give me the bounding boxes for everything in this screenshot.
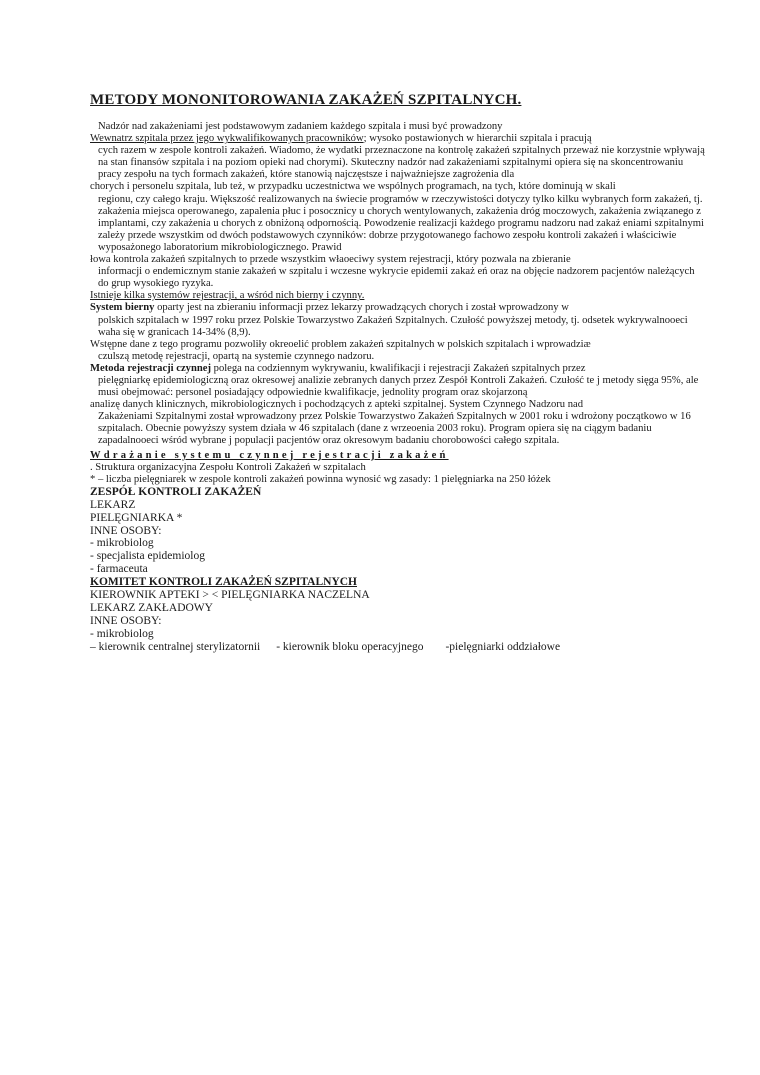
list-item	[90, 641, 705, 654]
paragraph: polskich szpitalach w 1997 roku przez Polskie Towarzystwo Zakażeń Szpitalnych. Czułość powyższej metody, tj. odsetek wykrywalnooeci waha się w granicach 14-34% (8,9).	[98, 314, 688, 338]
list-item: PIELĘGNIARKA *	[90, 511, 183, 524]
team-section	[90, 486, 705, 576]
paragraph: regionu, czy całego kraju. Większość realizowanych na świecie programów w rzeczywistości dotyczy tylko kilku wybranych form zakażeń, tj. zakażenia miejsca operowanego, zapalenia płuc i posocznicy u chorych wentylowanych, zakażenia dróg moczowych, zakażenia związanego z implantami, czy zakażenia u chorych z obniżoną odpornością. Powodzenie realizacji każdego programu nadzoru nad zakaż eniami szpitalnymi zależy przede wszystkim od dwóch podstawowych czynników: dobrze przygotowanego fachowo zespołu kontroli zakażeń i właściciwie wyposażonego laboratorium mikrobiologicznego. Prawid	[98, 193, 704, 253]
underlined-text: Wewnatrz szpitala przez jego wykwalifikowanych pracowników	[90, 133, 364, 145]
list-item: LEKARZ	[90, 498, 136, 511]
paragraph: Istnieje kilka systemów rejestracji, a wśród nich bierny i czynny.	[90, 290, 365, 302]
paragraph: analizę danych klinicznych, mikrobiologicznych i pochodzących z apteki szpitalnej. System Czynnego Nadzoru nad	[90, 399, 584, 411]
paragraph: pielęgniarkę epidemiologiczną oraz okresowej analizie zebranych danych przez Zespół Kontroli Zakażeń. Czułość te j metody sięga 95%, ale musi obejmować: personel posiadający odpowiednie kwalifikacje, jednolity program oraz skojarzoną	[98, 374, 699, 399]
committee-section	[90, 576, 705, 653]
paragraph: Zakażeniami Szpitalnymi został wprowadzony przez Polskie Towarzystwo Zakażeń Szpitalnych w 2001 roku i wdrożony początkowo w 16 szpitalach. Obecnie powyższy system działa w 46 szpitalach (dane z wrzeoenia 2003 roku). Program opiera się na ciągym badaniu zapadalnooeci wśród wybrane j populacji pacjentów oraz okresowym badaniu chorobowości całego szpitala.	[98, 411, 691, 447]
list-item-text: PIELĘGNIARKA NACZELNA	[218, 589, 370, 602]
paragraph	[90, 133, 705, 145]
committee-title: KOMITET KONTROLI ZAKAŻEŃ SZPITALNYCH	[90, 576, 357, 589]
document-title: METODY MONONITOROWANIA ZAKAŻEŃ SZPITALNYCH.	[90, 92, 522, 108]
paragraph: chorych i personelu szpitala, lub też, w przypadku uczestnictwa we wspólnych programach, na tych, które dominują w skali	[90, 181, 616, 193]
paragraph: Wstępne dane z tego programu pozwoliły okreoelić problem zakażeń szpitalnych w polskich szpitalach i wprowadziæ	[90, 338, 591, 350]
term-label: System bierny	[90, 302, 155, 314]
paragraph-text: oparty jest na zbieraniu informacji przez lekarzy prowadzących chorych i został wprowadzony w	[154, 302, 569, 314]
document-body	[90, 121, 705, 654]
paragraph: cych razem w zespole kontroli zakażeń. Wiadomo, że wydatki przeznaczone na kontrolę zakażeń szpitalnych przewaź nie korzystnie wpływają na stan finansów szpitala i na poziom opieki nad chorymi). Skuteczny nadzór nad zakażeniami szpitalnymi opiera się na skoncentrowaniu pracy zespołu na tych formach zakażeń, które stanowią najczęstsze i najważniejsze zagrożenia dla	[98, 145, 705, 181]
paragraph: czulszą metodę rejestracji, opartą na systemie czynnego nadzoru.	[98, 350, 375, 362]
team-title: ZESPÓŁ KONTROLI ZAKAŻEŃ	[90, 485, 262, 498]
list-item-text: - kierownik bloku operacyjnego	[276, 640, 424, 653]
list-item: - mikrobiolog	[90, 627, 154, 640]
paragraph: informacji o endemicznym stanie zakażeń w szpitalu i wczesne wykrycie epidemii zakaż eń oraz na objęcie nadzorem pacjentów należących do grup wysokiego ryzyka.	[98, 266, 695, 290]
list-item: - mikrobiolog	[90, 537, 154, 550]
list-item: LEKARZ ZAKŁADOWY	[90, 601, 213, 614]
list-item-text: KIEROWNIK APTEKI > <	[90, 589, 219, 602]
paragraph-text: ; wysoko postawionych w hierarchii szpitala i pracują	[363, 133, 592, 145]
paragraph-text: polega na codziennym wykrywaniu, kwalifikacji i rejestracji Zakażeń szpitalnych przez	[211, 362, 586, 374]
list-item: INNE OSOBY:	[90, 614, 162, 627]
list-item: - specjalista epidemiolog	[90, 550, 205, 563]
paragraph: * – liczba pielęgniarek w zespole kontroli zakażeń powinna wynosić wg zasady: 1 pielęgniarka na 250 łóżek	[90, 473, 551, 485]
paragraph	[90, 302, 705, 314]
list-item: INNE OSOBY:	[90, 524, 162, 537]
paragraph: . Struktura organizacyjna Zespołu Kontroli Zakażeń w szpitalach	[90, 461, 366, 473]
term-label: Metoda rejestracji czynnej	[90, 362, 211, 374]
section-heading: Wdrażanie systemu czynnej rejestracji zakażeń	[90, 449, 449, 461]
list-item: - farmaceuta	[90, 563, 148, 576]
list-item	[90, 589, 705, 602]
list-item-text: – kierownik centralnej sterylizatornii	[90, 640, 261, 653]
paragraph: łowa kontrola zakażeń szpitalnych to przede wszystkim właoeciwy system rejestracji, który pozwala na zbieranie	[90, 254, 571, 266]
list-item-text: -pielęgniarki oddziałowe	[445, 640, 561, 653]
paragraph	[90, 363, 705, 375]
paragraph: Nadzór nad zakażeniami jest podstawowym zadaniem każdego szpitala i musi być prowadzony	[98, 121, 503, 132]
